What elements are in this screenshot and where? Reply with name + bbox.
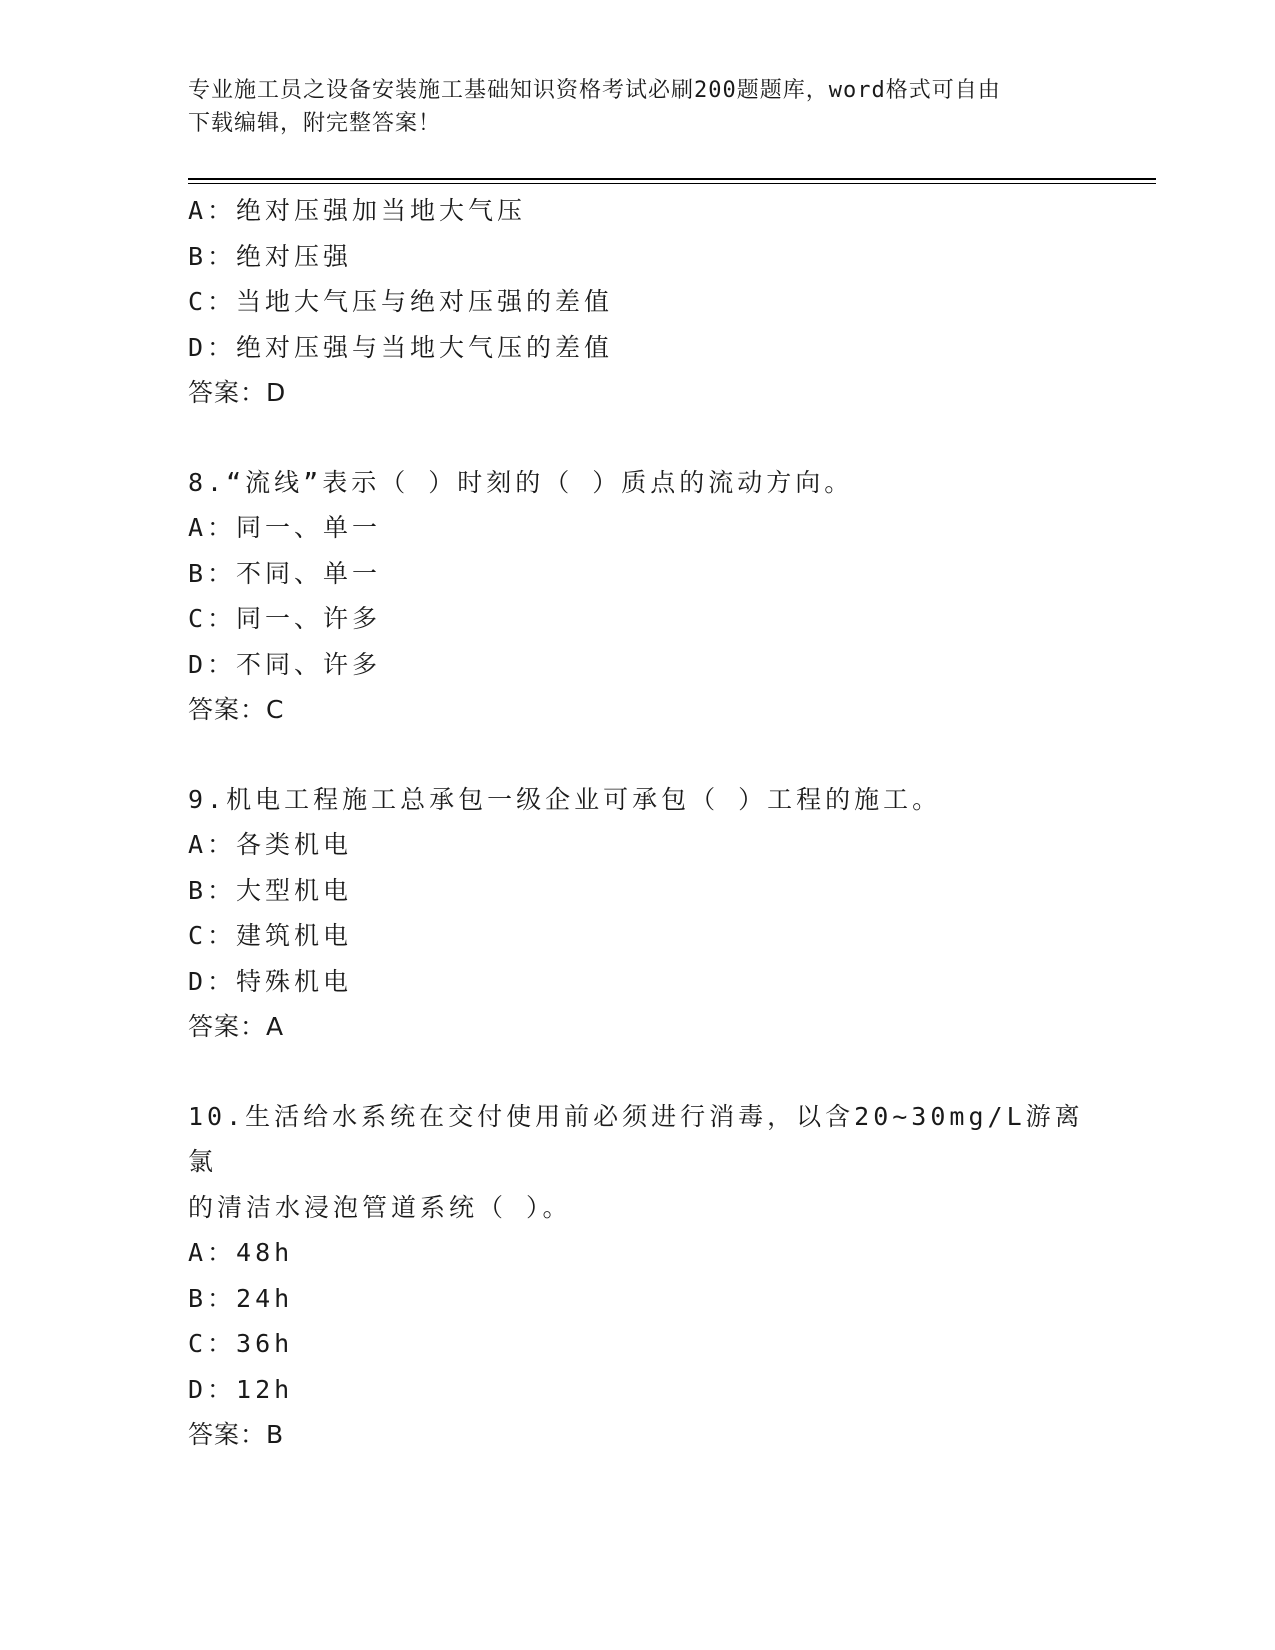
question-block-8 [188,460,1088,733]
answer-line: 答案：A [188,1012,285,1041]
question-block-10 [188,1094,1088,1458]
question-text-line-1: 10.生活给水系统在交付使用前必须进行消毒，以含20~30mg/L游离氯 [188,1101,1084,1176]
header-line-2: 下载编辑，附完整答案！ [188,111,442,136]
option-a: A：各类机电 [188,830,353,859]
answer-line: 答案：B [188,1420,285,1449]
question-text: 9.机电工程施工总承包一级企业可承包（ ）工程的施工。 [188,784,942,814]
header-divider-thin [188,183,1156,184]
question-block-9 [188,777,1088,1050]
option-d: D：特殊机电 [188,966,353,996]
question-text-line-2: 的清洁水浸泡管道系统（ ）。 [188,1192,572,1222]
header-line-1: 专业施工员之设备安装施工基础知识资格考试必刷200题题库，word格式可自由 [188,78,1001,103]
option-a: A：48h [188,1238,294,1267]
option-a: A：绝对压强加当地大气压 [188,196,527,225]
option-b: B：绝对压强 [188,241,353,271]
block-spacer [188,416,1088,460]
option-a: A：同一、单一 [188,513,382,542]
option-b: B：24h [188,1283,294,1313]
option-d: D：12h [188,1374,294,1404]
option-d: D：绝对压强与当地大气压的差值 [188,332,614,362]
option-c: C：同一、许多 [188,604,382,633]
header-divider-thick [188,178,1156,180]
question-block-7 [188,188,1088,416]
option-d: D：不同、许多 [188,649,382,679]
option-b: B：大型机电 [188,875,353,905]
option-c: C：当地大气压与绝对压强的差值 [188,287,614,316]
option-b: B：不同、单一 [188,558,382,588]
block-spacer [188,733,1088,777]
question-list [188,188,1088,1458]
option-c: C：建筑机电 [188,921,353,950]
answer-line: 答案：C [188,695,285,724]
question-text: 8.“流线”表示（ ）时刻的（ ）质点的流动方向。 [188,467,854,497]
answer-line: 答案：D [188,378,287,407]
block-spacer [188,1050,1088,1094]
document-header [188,74,1078,140]
option-c: C：36h [188,1329,294,1358]
